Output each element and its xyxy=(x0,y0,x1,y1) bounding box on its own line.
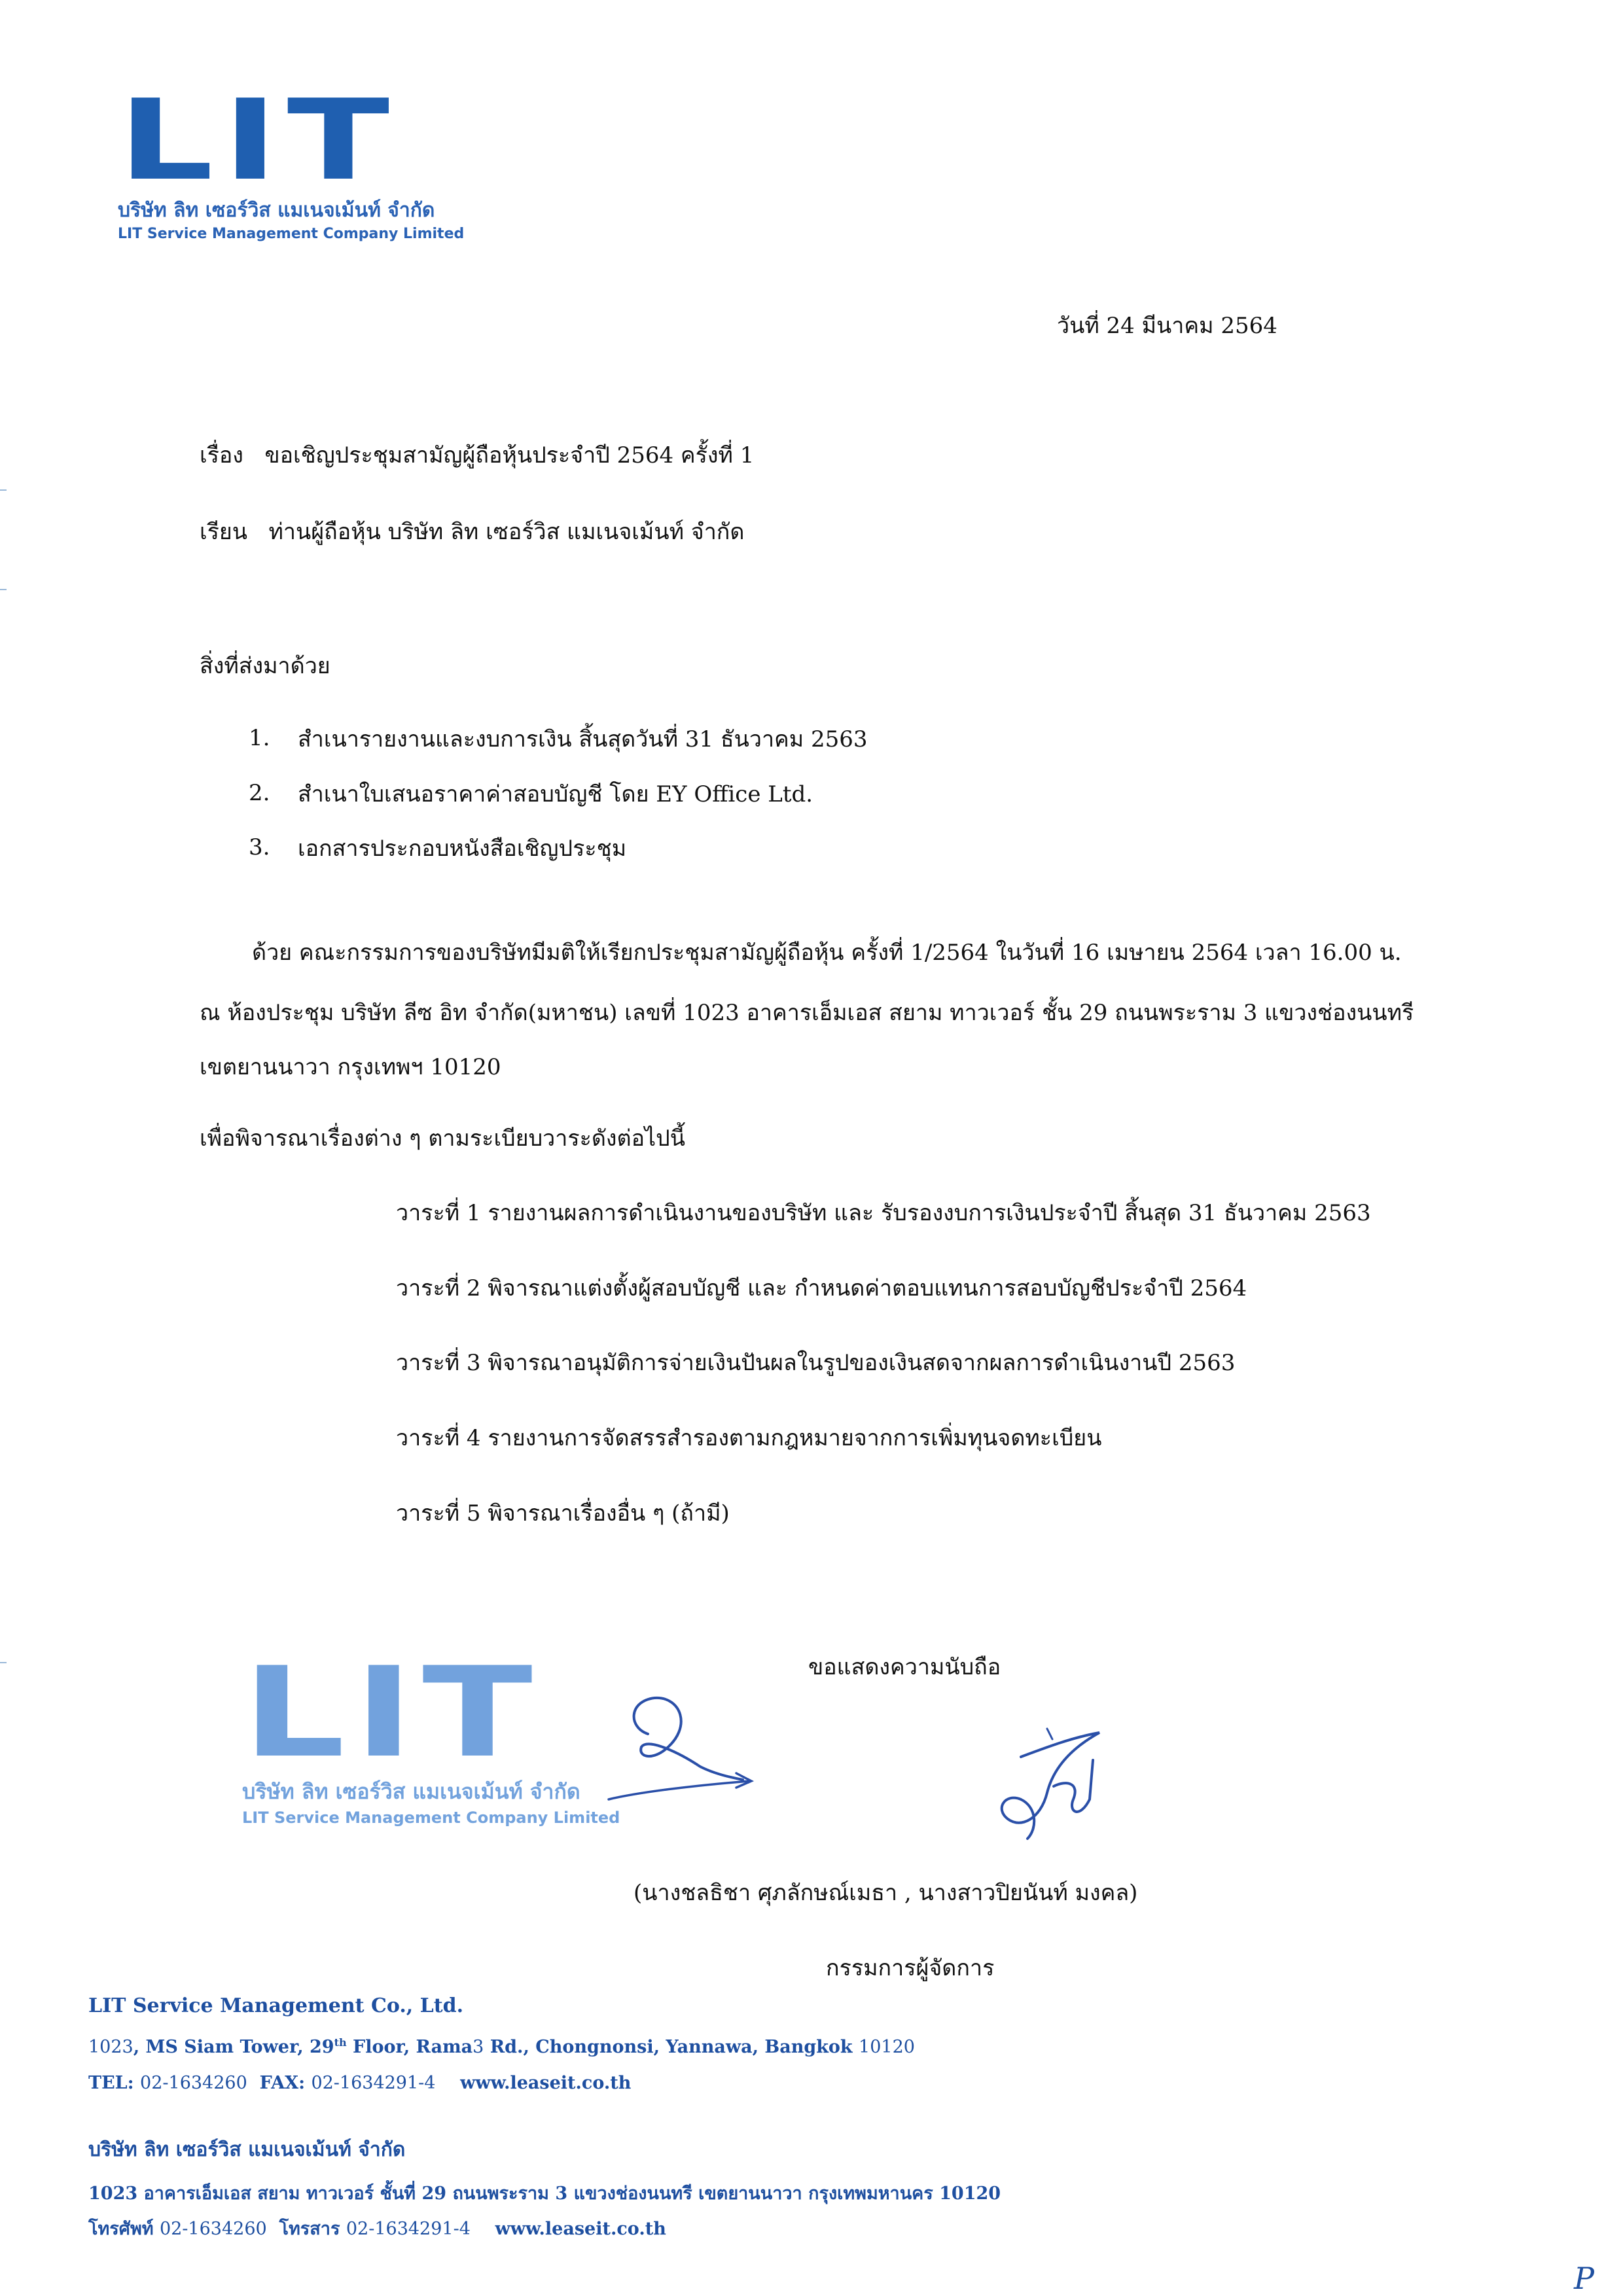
agenda-item: วาระที่ 4 รายงานการจัดสรรสำรองตามกฎหมายจากการเพิ่มทุนจดทะเบียน xyxy=(396,1425,1102,1451)
body-line-2: ณ ห้องประชุม บริษัท ลีซ อิท จำกัด(มหาชน) เลขที่ 1023 อาคารเอ็มเอส สยาม ทาวเวอร์ ชั้น 29 ถนนพระราม 3 แขวงช่องนนทรี xyxy=(200,1000,1414,1026)
subject-text: ขอเชิญประชุมสามัญผู้ถือหุ้นประจำปี 2564 ครั้งที่ 1 xyxy=(264,442,755,468)
body-line-3: เขตยานนาวา กรุงเทพฯ 10120 xyxy=(200,1054,501,1080)
scan-edge-mark xyxy=(0,1662,7,1663)
body-line-1: ด้วย คณะกรรมการของบริษัทมีมติให้เรียกประชุมสามัญผู้ถือหุ้น ครั้งที่ 1/2564 ในวันที่ 16 เมษายน 2564 เวลา 16.00 น. xyxy=(252,940,1402,966)
footer-address-number: 1023 xyxy=(88,2037,134,2057)
footer-address-zip: 10120 xyxy=(859,2037,915,2057)
enclosure-number: 2. xyxy=(249,780,270,806)
stamp-wordmark: LIT xyxy=(242,1640,541,1785)
enclosure-item: สำเนาใบเสนอราคาค่าสอบบัญชี โดย EY Office Ltd. xyxy=(298,781,813,807)
footer-fax-label: FAX: xyxy=(259,2073,306,2093)
footer-company-en: LIT Service Management Co., Ltd. xyxy=(88,1994,464,2017)
letter-recipient xyxy=(200,514,744,549)
logo-company-th: บริษัท ลิท เซอร์วิส แมเนจเม้นท์ จำกัด xyxy=(118,199,435,222)
enclosures-title: สิ่งที่ส่งมาด้วย xyxy=(200,653,330,679)
company-stamp xyxy=(242,1640,620,1827)
footer-address-part: , MS Siam Tower, 29 xyxy=(133,2037,334,2057)
signatory-position: กรรมการผู้จัดการ xyxy=(826,1955,995,1981)
enclosure-number: 3. xyxy=(249,834,270,860)
signatory-names: (นางชลธิชา ศุภลักษณ์เมธา , นางสาวปิยนันท์ มงคล) xyxy=(633,1880,1138,1906)
footer-company-th: บริษัท ลิท เซอร์วิส แมเนจเม้นท์ จำกัด xyxy=(88,2138,406,2161)
signature-2 xyxy=(975,1721,1119,1852)
footer-contact-en xyxy=(88,2073,631,2093)
footer-th-fax-label: โทรสาร xyxy=(279,2219,340,2239)
handwritten-initial: P xyxy=(1574,2261,1594,2296)
scan-edge-mark xyxy=(0,489,7,491)
stamp-company-en: LIT Service Management Company Limited xyxy=(242,1809,620,1827)
letterhead-logo xyxy=(118,76,465,242)
footer-contact-th xyxy=(88,2214,666,2242)
agenda-item: วาระที่ 2 พิจารณาแต่งตั้งผู้สอบบัญชี และ กำหนดค่าตอบแทนการสอบบัญชีประจำปี 2564 xyxy=(396,1275,1247,1301)
agenda-intro: เพื่อพิจารณาเรื่องต่าง ๆ ตามระเบียบวาระดังต่อไปนี้ xyxy=(200,1125,685,1152)
footer-tel-value: 02-1634260 xyxy=(140,2073,247,2093)
footer-address-en xyxy=(88,2036,915,2057)
footer-address-sup: th xyxy=(334,2036,347,2049)
footer-address-part: Floor, Rama xyxy=(346,2037,473,2057)
subject-label: เรื่อง xyxy=(200,442,243,468)
footer-th-tel-label: โทรศัพท์ xyxy=(88,2219,154,2239)
logo-company-en: LIT Service Management Company Limited xyxy=(118,226,465,242)
footer-th-fax-value: 02-1634291-4 xyxy=(346,2219,471,2239)
stamp-company-th: บริษัท ลิท เซอร์วิส แมเนจเม้นท์ จำกัด xyxy=(242,1779,580,1804)
signature-1 xyxy=(602,1688,766,1819)
footer-address-part: Rd., Chongnonsi, Yannawa, Bangkok xyxy=(484,2037,859,2057)
footer-tel-label: TEL: xyxy=(88,2073,134,2093)
enclosure-number: 1. xyxy=(249,725,270,751)
enclosure-item: เอกสารประกอบหนังสือเชิญประชุม xyxy=(298,836,627,862)
recipient-text: ท่านผู้ถือหุ้น บริษัท ลิท เซอร์วิส แมเนจเม้นท์ จำกัด xyxy=(268,519,745,545)
agenda-item: วาระที่ 3 พิจารณาอนุมัติการจ่ายเงินปันผลในรูปของเงินสดจากผลการดำเนินงานปี 2563 xyxy=(396,1350,1236,1376)
recipient-label: เรียน xyxy=(200,519,248,545)
agenda-item: วาระที่ 1 รายงานผลการดำเนินงานของบริษัท และ รับรองงบการเงินประจำปี สิ้นสุด 31 ธันวาคม 2563 xyxy=(396,1200,1371,1226)
letter-subject xyxy=(200,437,754,472)
logo-wordmark: LIT xyxy=(118,76,399,205)
enclosure-item: สำเนารายงานและงบการเงิน สิ้นสุดวันที่ 31 ธันวาคม 2563 xyxy=(298,726,868,752)
footer-website-link[interactable]: www.leaseit.co.th xyxy=(460,2073,632,2093)
agenda-item: วาระที่ 5 พิจารณาเรื่องอื่น ๆ (ถ้ามี) xyxy=(396,1500,730,1527)
footer-th-tel-value: 02-1634260 xyxy=(159,2219,267,2239)
scan-edge-mark xyxy=(0,589,7,590)
footer-fax-value: 02-1634291-4 xyxy=(311,2073,436,2093)
footer-th-website-link[interactable]: www.leaseit.co.th xyxy=(495,2219,666,2239)
footer-address-part: 3 xyxy=(473,2037,484,2057)
letter-date: วันที่ 24 มีนาคม 2564 xyxy=(1057,313,1277,339)
footer-address-th: 1023 อาคารเอ็มเอส สยาม ทาวเวอร์ ชั้นที่ 29 ถนนพระราม 3 แขวงช่องนนทรี เขตยานนาวา กรุงเทพมหานคร 10120 xyxy=(88,2183,1001,2204)
closing-text: ขอแสดงความนับถือ xyxy=(808,1654,1001,1680)
